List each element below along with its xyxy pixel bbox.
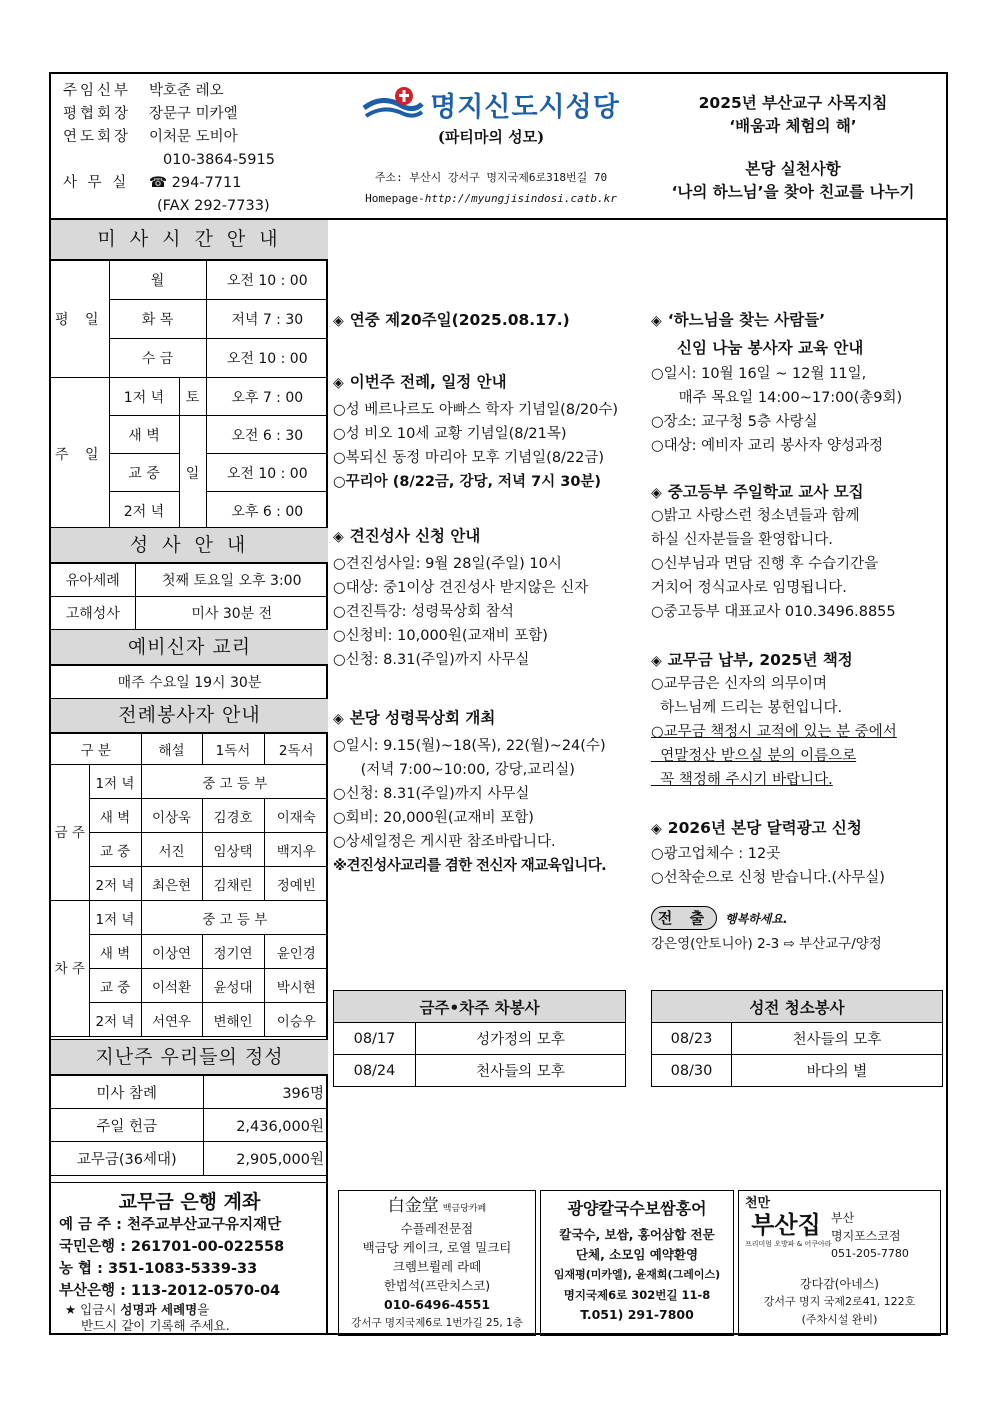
council-name: 장문구 미카엘 [149,106,238,122]
offering-value: 396명 [203,1076,328,1109]
schedule-title: ◈ 이번주 전례, 일정 안내 [333,373,507,391]
bank-row: 부산은행 : 113-2012-0570-04 [59,1283,281,1299]
pastor-name: 박호준 레오 [149,83,224,99]
server-all: 중 고 등 부 [141,765,328,799]
server-all: 중 고 등 부 [141,901,328,935]
sharing-item: ○장소: 교구청 5층 사랑실 [651,414,818,430]
schedule-item: ○성 베르나르도 아빠스 학자 기념일(8/20수) [333,402,619,418]
transfer-badge: 전 출 [651,906,717,930]
servers-table [51,733,328,1037]
diamond-icon: ◈ [333,711,344,727]
mass-title: 미 사 시 간 안 내 [51,220,328,260]
retreat-item: ○신청: 8.31(주일)까지 사무실 [333,786,530,802]
server-mass: 2저 녁 [89,1003,141,1037]
car-group: 성가정의 모후 [416,1023,626,1055]
retreat-note: ※견진성사교리를 겸한 전신자 재교육입니다. [333,858,607,874]
cafe-line: 크렘브륄레 라떼 [392,1259,482,1274]
server-name: 이상욱 [141,799,202,833]
car-group: 천사들의 모후 [416,1055,626,1087]
cafe-phone: 010-6496-4551 [383,1297,491,1312]
bank-account-box [51,1182,328,1336]
mass-table [51,260,328,530]
retreat-title: ◈ 본당 성령묵상회 개최 [333,709,496,727]
servers-head: 구 분 [51,734,141,765]
schedule-item: ○복되신 동정 마리아 모후 기념일(8/22금) [333,450,605,466]
bank-row: 국민은행 : 261701-00-022558 [59,1239,285,1255]
homepage-link[interactable]: http://myungjisindosi.catb.kr [424,192,617,205]
confirmation-item: ○신청비: 10,000원(교재비 포함) [333,628,548,644]
sunday-title: ◈ 연중 제20주일(2025.08.17.) [333,311,570,329]
bulletin-page [49,72,948,1335]
restaurant-line: 단체, 소모임 예약환영 [575,1247,699,1262]
mass-day: 월 [109,261,206,300]
mass-time: 오전 10 : 00 [206,339,328,378]
server-name: 서연우 [141,1003,202,1037]
cafe-line: 한법석(프란치스코) [383,1278,491,1293]
server-name: 이승우 [264,1003,328,1037]
teacher-item: ○밝고 사랑스런 청소년들과 함께 [651,508,860,524]
confirmation-item: ○견진성사일: 9월 28일(주일) 10시 [333,556,562,572]
server-name: 윤인경 [264,935,328,969]
next-week-label: 차 주 [51,901,89,1037]
staff-info [63,80,323,218]
servers-head: 1독서 [202,734,264,765]
cleaning-title: 성전 청소봉사 [652,991,943,1023]
busanjip-parking: (주차시설 완비) [801,1313,878,1326]
mass-time: 오전 6 : 30 [206,416,328,454]
council-label: 평협회장 [63,106,132,122]
clean-group: 바다의 별 [732,1055,943,1087]
bank-note-bold: 성명과 세례명 [120,1302,198,1317]
catechumen-schedule: 매주 수요일 19시 30분 [51,666,328,699]
busanjip-logo-top: 천만 [745,1196,771,1211]
mass-day: 일 [179,416,206,530]
busanjip-address: 강서구 명지 국제2로41, 122호 [763,1295,916,1308]
mass-time: 오후 6 : 00 [206,492,328,530]
legion-label: 연도회장 [63,129,132,145]
sacrament-name: 유아세례 [51,564,135,597]
legion-phone: 010-3864-5915 [163,152,275,168]
diamond-icon: ◈ [651,653,662,669]
busanjip-branch: 부산 [831,1211,855,1225]
mass-name: 교 중 [109,454,179,492]
confirmation-item: ○대상: 중1이상 견진성사 받지않은 신자 [333,580,589,596]
pastoral-guideline [643,92,943,204]
diamond-icon: ◈ [333,375,344,391]
server-name: 윤성대 [202,969,264,1003]
weekday-label: 평 일 [51,261,109,378]
restaurant-phone: T.051) 291-7800 [580,1307,694,1322]
retreat-item: ○상세일정은 게시판 참조바랍니다. [333,834,556,850]
diamond-icon: ◈ [651,313,662,329]
car-service-title: 금주•차주 차봉사 [334,991,626,1023]
clean-date: 08/30 [652,1055,732,1087]
restaurant-name: 광양칼국수보쌈홍어 [567,1199,707,1218]
offering-table [51,1075,328,1176]
server-name: 정예빈 [264,867,328,901]
busanjip-logo-main: 부산집 [751,1210,821,1239]
sharing-subtitle: 신임 나눔 봉사자 교육 안내 [677,339,864,357]
mass-name: 1저 녁 [109,378,179,416]
mass-day: 수 금 [109,339,206,378]
bank-note2: 반드시 같이 기록해 주세요. [81,1318,230,1333]
cafe-line: 수플레전문점 [400,1221,474,1236]
mass-time: 오전 10 : 00 [206,261,328,300]
restaurant-line: 칼국수, 보쌈, 홍어삼합 전문 [559,1227,715,1242]
bulletin-header [51,74,946,220]
server-name: 변해인 [202,1003,264,1037]
guideline-line3: 본당 실천사항 [745,160,841,178]
server-mass: 교 중 [89,969,141,1003]
bank-row: 농 협 : 351-1083-5339-33 [59,1261,258,1277]
car-date: 08/17 [334,1023,416,1055]
cafe-name-small: 백금당카페 [442,1204,487,1214]
server-mass: 2저 녁 [89,867,141,901]
mass-time: 저녁 7 : 30 [206,300,328,339]
confirmation-item: ○신청: 8.31(주일)까지 사무실 [333,652,530,668]
sacrament-table [51,563,328,630]
retreat-item: ○일시: 9.15(월)~18(목), 22(월)~24(수) [333,738,606,754]
office-label: 사 무 실 [63,175,130,191]
cafe-address: 강서구 명지국제6로 1번가길 25, 1층 [351,1317,523,1329]
server-mass: 1저 녁 [89,901,141,935]
bank-note-pre: ★ 입금시 [65,1302,121,1317]
server-name: 정기연 [202,935,264,969]
teacher-item: 거치어 정식교사로 임명됩니다. [651,580,847,596]
parish-address: 주소: 부산시 강서구 명지국제6로318번길 70 [374,171,608,184]
ad-busanjip [738,1190,941,1336]
schedule-item-curia: ○꾸리아 (8/22금, 강당, 저녁 7시 30분) [333,474,602,490]
mass-day: 토 [179,378,206,416]
bank-row: 예 금 주 : 천주교부산교구유지재단 [59,1217,282,1233]
servers-head: 2독서 [264,734,328,765]
schedule-item: ○성 비오 10세 교황 기념일(8/21목) [333,426,567,442]
guideline-line4: ‘나의 하느님’을 찾아 친교를 나누기 [671,183,915,201]
cafe-line: 백금당 케이크, 로열 밀크티 [362,1240,512,1255]
teacher-item: 하실 신자분들을 환영합니다. [651,532,833,548]
server-name: 박시현 [264,969,328,1003]
teacher-item: ○신부님과 면담 진행 후 수습기간을 [651,556,879,572]
sacrament-title: 성 사 안 내 [51,527,328,563]
sunday-label: 주 일 [51,378,109,530]
parish-subtitle: (파티마의 성모) [437,128,545,146]
server-name: 서진 [141,833,202,867]
offering-label: 미사 참례 [51,1076,203,1109]
guideline-line1: 2025년 부산교구 사목지침 [698,94,888,112]
mass-day: 화 목 [109,300,206,339]
retreat-item: ○회비: 20,000원(교재비 포함) [333,810,534,826]
server-name: 이석환 [141,969,202,1003]
confirmation-title: ◈ 견진성사 신청 안내 [333,527,481,545]
teacher-item: ○중고등부 대표교사 010.3496.8855 [651,604,896,620]
cafe-name: 白金堂 [387,1196,439,1216]
ad-restaurant [540,1190,734,1336]
dues-item: 하느님께 드리는 봉헌입니다. [651,700,843,716]
offering-label: 주일 헌금 [51,1109,203,1142]
homepage-label: Homepage- [365,192,425,205]
server-name: 김경호 [202,799,264,833]
car-date: 08/24 [334,1055,416,1087]
transfer-line: 강은영(안토니아) 2-3 ⇨ 부산교구/양정 [651,936,882,952]
guideline-line2: ‘배움과 체험의 해’ [729,117,857,135]
server-name: 최은현 [141,867,202,901]
clean-date: 08/23 [652,1023,732,1055]
clean-group: 천사들의 모후 [732,1023,943,1055]
dues-item-underlined: ○교무금 책정시 교적에 있는 분 중에서 [651,724,897,740]
servers-title: 전례봉사자 안내 [51,698,328,733]
calendar-item: ○광고업체수 : 12곳 [651,846,781,862]
calendar-title: ◈ 2026년 본당 달력광고 신청 [651,819,862,837]
servers-head: 해설 [141,734,202,765]
dues-item-underlined: 연말정산 받으실 분의 이름으로 [651,748,857,764]
parish-title [341,84,641,209]
catechumen-title: 예비신자 교리 [51,629,328,665]
server-name: 임상택 [202,833,264,867]
sacrament-time: 미사 30분 전 [135,597,328,630]
diamond-icon: ◈ [333,313,344,329]
office-phone: ☎ 294-7711 [149,175,242,191]
confirmation-item: ○견진특강: 성령묵상회 참석 [333,604,514,620]
sacrament-time: 첫째 토요일 오후 3:00 [135,564,328,597]
offering-label: 교무금(36세대) [51,1142,203,1176]
diamond-icon: ◈ [333,529,344,545]
diamond-icon: ◈ [651,821,662,837]
mass-time: 오후 7 : 00 [206,378,328,416]
busanjip-phone: 051-205-7780 [831,1247,909,1260]
left-column [51,220,328,1335]
mass-time: 오전 10 : 00 [206,454,328,492]
offering-title: 지난주 우리들의 정성 [51,1039,328,1075]
retreat-item: (저녁 7:00~10:00, 강당,교리실) [333,762,575,778]
server-mass: 1저 녁 [89,765,141,799]
parish-logo-icon [362,84,424,124]
restaurant-address: 명지국제6로 302번길 11-8 [563,1288,711,1302]
office-fax: (FAX 292-7733) [157,198,270,214]
offering-value: 2,436,000원 [203,1109,328,1142]
dues-item-underlined: 꼭 책정해 주시기 바랍니다. [651,772,833,788]
server-mass: 새 벽 [89,799,141,833]
busanjip-branch2: 명지포스코점 [831,1229,901,1243]
dues-item: ○교무금은 신자의 의무이며 [651,676,827,692]
calendar-item: ○선착순으로 신청 받습니다.(사무실) [651,870,885,886]
sharing-title: ◈ ‘하느님을 찾는 사람들’ [651,311,826,329]
dues-title: ◈ 교무금 납부, 2025년 책정 [651,651,853,669]
middle-column [333,308,633,878]
restaurant-owner: 임재평(미카엘), 윤재희(그레이스) [553,1268,721,1281]
sharing-item: ○일시: 10월 16일 ~ 12월 11일, [651,366,867,382]
transfer-greeting: 행복하세요. [725,911,788,926]
sharing-item: ○대상: 예비자 교리 봉사자 양성과정 [651,438,884,454]
diamond-icon: ◈ [651,485,662,501]
legion-name: 이처문 도비아 [149,129,238,145]
server-name: 이상연 [141,935,202,969]
teacher-title: ◈ 중고등부 주일학교 교사 모집 [651,483,864,501]
busanjip-logo [745,1196,832,1249]
parish-name: 명지신도시성당 [430,91,620,123]
car-service-table [333,990,626,1087]
server-name: 이재숙 [264,799,328,833]
bank-title: 교무금 은행 계좌 [118,1191,261,1213]
pastor-label: 주임신부 [63,83,132,99]
server-mass: 새 벽 [89,935,141,969]
busanjip-owner: 강다감(아네스) [800,1277,879,1291]
catechumen-table [51,665,328,699]
sacrament-name: 고해성사 [51,597,135,630]
this-week-label: 금 주 [51,765,89,901]
sharing-item: 매주 목요일 14:00~17:00(총9회) [651,390,903,406]
server-name: 백지우 [264,833,328,867]
mass-name: 2저 녁 [109,492,179,530]
ad-cafe [338,1190,536,1336]
offering-value: 2,905,000원 [203,1142,328,1176]
right-column [651,308,941,956]
server-name: 김채린 [202,867,264,901]
server-mass: 교 중 [89,833,141,867]
busanjip-logo-sub: 프리미엄 오방파 & 어쿠아라 [745,1240,832,1248]
cleaning-table [651,990,943,1087]
mass-name: 새 벽 [109,416,179,454]
bank-note-post: 을 [197,1302,210,1317]
